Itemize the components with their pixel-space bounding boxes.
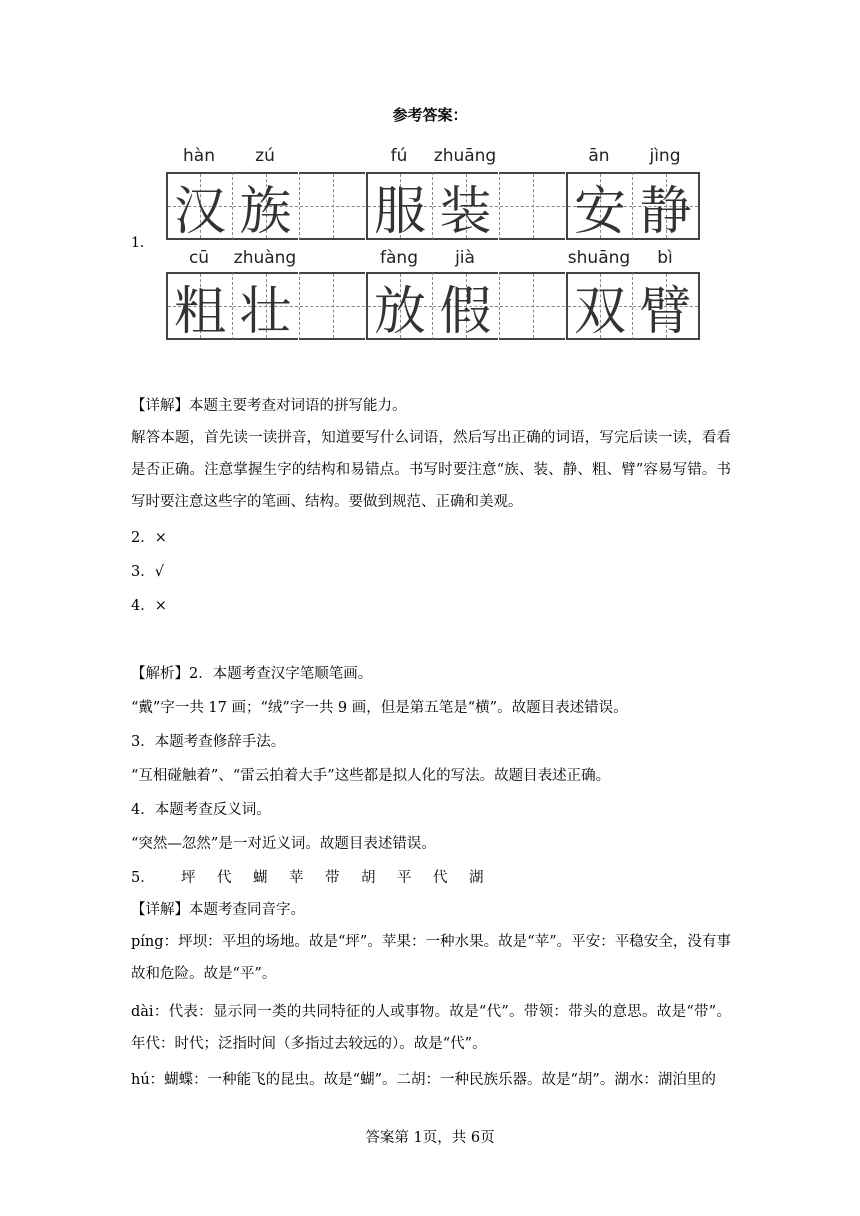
hanzi: 服 <box>373 181 426 242</box>
grid-cell <box>632 272 700 340</box>
pinyin: fàng <box>380 248 418 268</box>
grid-cell <box>366 172 432 240</box>
pinyin: hàn <box>183 146 215 166</box>
pinyin: zú <box>255 146 275 166</box>
answer-2: 2．× <box>131 530 167 546</box>
grid-cell <box>232 272 298 340</box>
pinyin: ān <box>588 146 610 166</box>
answer-5 <box>131 866 505 887</box>
hanzi: 双 <box>573 281 626 342</box>
question-5-number: 5． <box>131 870 155 886</box>
pinyin: zhuāng <box>433 146 497 166</box>
grid-cell <box>166 172 232 240</box>
q5-paragraph-hu: hú：蝴蝶：一种能飞的昆虫。故是“蝴”。二胡：一种民族乐器。故是“胡”。湖水：湖泊里的 <box>131 1072 716 1088</box>
grid-cell <box>299 172 365 240</box>
pinyin-row-2 <box>166 248 700 270</box>
analysis-line: “突然—忽然”是一对近义词。故题目表述错误。 <box>131 836 436 852</box>
pinyin-row-1 <box>166 146 700 168</box>
pinyin: zhuàng <box>233 248 297 268</box>
grid-cell <box>632 172 700 240</box>
hanzi: 装 <box>439 181 492 242</box>
grid-cell <box>499 172 565 240</box>
grid-cell <box>232 172 298 240</box>
analysis-line: 3．本题考查修辞手法。 <box>131 734 286 750</box>
hanzi: 汉 <box>173 181 226 242</box>
answer-char: 坪 <box>181 870 196 886</box>
grid-cell <box>566 272 632 340</box>
hanzi: 假 <box>439 281 492 342</box>
pinyin: cū <box>188 248 210 268</box>
grid-cell <box>299 272 365 340</box>
analysis-line: 4．本题考查反义词。 <box>131 802 271 818</box>
grid-cell <box>432 272 498 340</box>
analysis-line: “互相碰触着”、“雷云拍着大手”这些都是拟人化的写法。故题目表述正确。 <box>131 768 611 784</box>
char-grid-row-2 <box>166 272 700 340</box>
hanzi: 族 <box>239 181 292 242</box>
hanzi: 安 <box>573 181 626 242</box>
char-grid-row-1 <box>166 172 700 240</box>
answer-char: 代 <box>433 870 448 886</box>
q1-detail-text: 解答本题，首先读一读拼音，知道要写什么词语，然后写出正确的词语，写完后读一读，看看是否正确。注意掌握生字的结构和易错点。书写时要注意“族、装、静、粗、臂”容易写错。书写时要注意这些字的笔画、结构。要做到规范、正确和美观。 <box>131 430 731 510</box>
analysis-label: 【解析】2．本题考查汉字笔顺笔画。 <box>131 666 373 682</box>
hanzi: 粗 <box>173 281 226 342</box>
grid-cell <box>366 272 432 340</box>
hanzi: 臂 <box>639 281 692 342</box>
page-footer: 答案第 1页，共 6页 <box>365 1130 495 1146</box>
hanzi: 放 <box>373 281 426 342</box>
answer-char: 苹 <box>289 870 304 886</box>
answer-char: 胡 <box>361 870 376 886</box>
question-1-number: 1． <box>131 235 154 251</box>
hanzi: 静 <box>639 181 692 242</box>
grid-cell <box>432 172 498 240</box>
q5-paragraph-ping: píng：坪坝：平坦的场地。故是“坪”。苹果：一种水果。故是“苹”。平安：平稳安全，没有事故和危险。故是“平”。 <box>131 934 731 982</box>
analysis-line: “戴”字一共 17 画；“绒”字一共 9 画，但是第五笔是“横”。故题目表述错误。 <box>131 700 628 716</box>
hanzi: 壮 <box>239 281 292 342</box>
pinyin: jià <box>455 248 475 268</box>
answer-title: 参考答案： <box>392 106 468 124</box>
pinyin: fú <box>390 146 408 166</box>
answer-char: 带 <box>325 870 340 886</box>
q5-paragraph-dai: dài：代表：显示同一类的共同特征的人或事物。故是“代”。带领：带头的意思。故是“带”。年代：时代；泛指时间（多指过去较远的）。故是“代”。 <box>131 1004 731 1052</box>
pinyin: shuāng <box>567 248 631 268</box>
answer-4: 4．× <box>131 598 167 614</box>
q5-detail-label: 【详解】本题考查同音字。 <box>131 902 305 918</box>
answer-char: 代 <box>217 870 232 886</box>
q1-detail-label: 【详解】本题主要考查对词语的拼写能力。 <box>131 398 407 414</box>
grid-cell <box>166 272 232 340</box>
grid-cell <box>566 172 632 240</box>
answer-char: 湖 <box>469 870 484 886</box>
pinyin: bì <box>657 248 673 268</box>
answer-char: 平 <box>397 870 412 886</box>
pinyin: jìng <box>649 146 681 166</box>
grid-cell <box>499 272 565 340</box>
answer-3: 3．√ <box>131 564 164 580</box>
answer-char: 蝴 <box>253 870 268 886</box>
